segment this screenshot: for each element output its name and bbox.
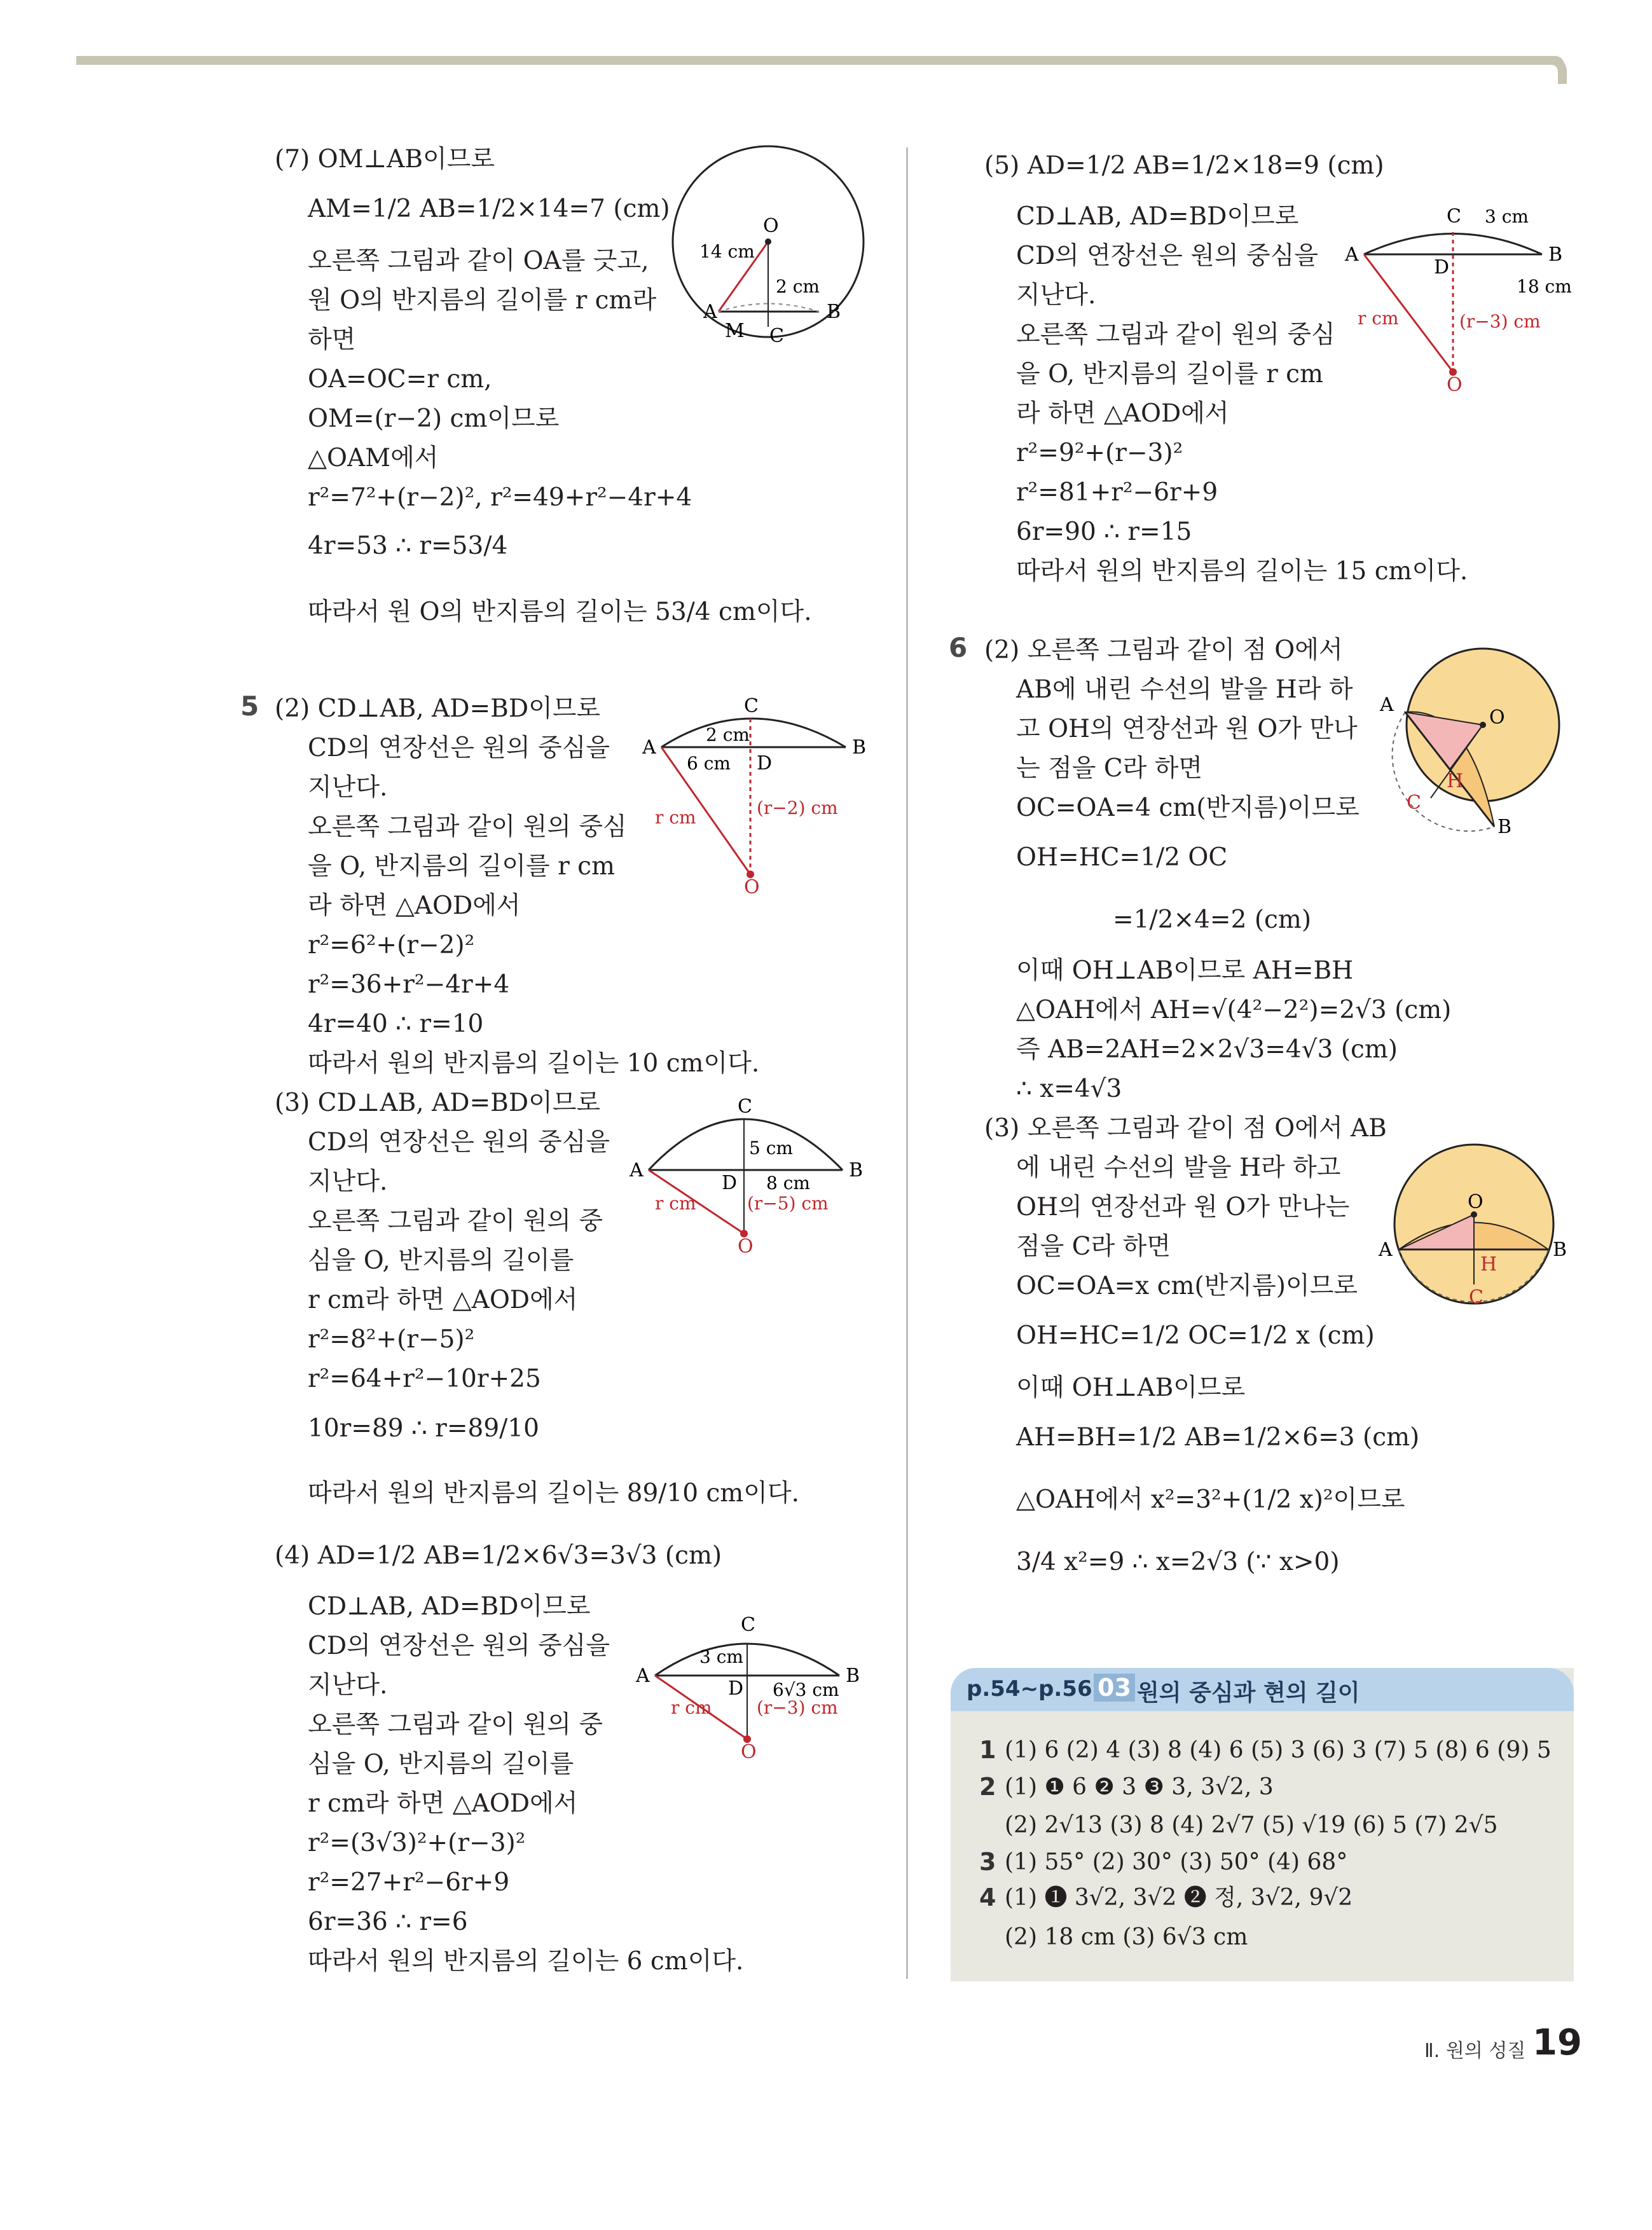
figure-circle-7	[674, 140, 865, 347]
label-H: H	[1480, 1253, 1497, 1276]
label-C: C	[738, 1096, 752, 1118]
text-line: 따라서 원의 반지름의 길이는 6 cm이다.	[308, 1947, 744, 1976]
label-A: A	[1345, 244, 1359, 266]
label-C: C	[744, 695, 759, 717]
text-line: r²=36+r²−4r+4	[308, 970, 510, 999]
footer-chapter-label: Ⅱ. 원의 성질	[1424, 2040, 1526, 2062]
text-line: CD의 연장선은 원의 중심을	[308, 1128, 610, 1157]
text-line: 따라서 원의 반지름의 길이는 89/10 cm이다.	[308, 1479, 800, 1508]
label-r-3cm: (r−3) cm	[757, 1697, 838, 1718]
text-line: OC=OA=4 cm(반지름)이므로	[1016, 794, 1359, 822]
text-line: r²=6²+(r−2)²	[308, 931, 475, 960]
label-A: A	[630, 1159, 644, 1181]
label-O: O	[1447, 374, 1463, 396]
text-line: 10r=89 ∴ r=89/10	[308, 1414, 539, 1443]
text-line: r²=64+r²−10r+25	[308, 1365, 541, 1393]
label-B: B	[849, 1159, 864, 1181]
text-line: (2) CD⊥AB, AD=BD이므로	[275, 694, 601, 723]
text-line: (2) 오른쪽 그림과 같이 점 O에서	[984, 636, 1343, 664]
text-line: 4r=40 ∴ r=10	[308, 1010, 484, 1038]
label-18cm: 18 cm	[1517, 276, 1572, 297]
label-6cm: 6 cm	[687, 753, 731, 774]
text-line: 따라서 원의 반지름의 길이는 15 cm이다.	[1016, 557, 1468, 586]
text-line: CD⊥AB, AD=BD이므로	[1016, 202, 1299, 231]
answer-row: (1) ❶ 6 ❷ 3 ❸ 3, 3√2, 3	[1005, 1774, 1274, 1800]
answer-number: 3	[979, 1848, 996, 1876]
text-line: 이때 OH⊥AB이므로 AH=BH	[1016, 956, 1354, 985]
label-O: O	[738, 1235, 754, 1258]
answer-page-range: p.54~p.56	[967, 1676, 1092, 1702]
label-O: O	[763, 215, 779, 237]
text-line: (3) 오른쪽 그림과 같이 점 O에서 AB	[984, 1114, 1387, 1143]
label-rcm: r cm	[1358, 308, 1399, 329]
text-line: 오른쪽 그림과 같이 원의 중심	[308, 813, 627, 841]
label-B: B	[852, 736, 867, 759]
text-line: r²=27+r²−6r+9	[308, 1868, 510, 1897]
figure-arc-5-5	[1345, 200, 1574, 396]
text-line: 원 O의 반지름의 길이를 r cm라	[308, 286, 657, 315]
label-O: O	[741, 1741, 757, 1763]
text-line: 4r=53 ∴ r=53/4	[308, 532, 508, 560]
text-line: AH=BH=1/2 AB=1/2×6=3 (cm)	[1016, 1423, 1420, 1452]
text-line: 지난다.	[308, 1167, 388, 1196]
label-M: M	[725, 320, 745, 342]
label-2cm: 2 cm	[776, 276, 820, 297]
text-line: OM=(r−2) cm이므로	[308, 404, 560, 433]
figure-fold-6-3	[1367, 1132, 1571, 1329]
text-line: OH=HC=1/2 OC=1/2 x (cm)	[1016, 1321, 1375, 1350]
figure-arc-5-2	[642, 695, 871, 898]
text-line: 지난다.	[308, 1671, 388, 1700]
text-line: OH=HC=1/2 OC	[1016, 843, 1228, 872]
figure-arc-5-4	[636, 1599, 871, 1765]
text-line: 점을 C라 하면	[1016, 1232, 1171, 1261]
text-line: 오른쪽 그림과 같이 원의 중	[308, 1207, 603, 1235]
text-line: △OAM에서	[308, 444, 439, 472]
text-line: 3/4 x²=9 ∴ x=2√3 (∵ x>0)	[1016, 1548, 1340, 1576]
text-line: 에 내린 수선의 발을 H라 하고	[1016, 1153, 1341, 1182]
text-line: 하면	[308, 326, 356, 354]
answer-row: (1) ❶ 3√2, 3√2 ❷ 정, 3√2, 9√2	[1005, 1885, 1353, 1911]
text-line: 고 OH의 연장선과 원 O가 만나	[1016, 715, 1358, 743]
text-line: r²=8²+(r−5)²	[308, 1325, 475, 1354]
top-decorative-bar	[76, 56, 1564, 65]
answer-row: (1) 6 (2) 4 (3) 8 (4) 6 (5) 3 (6) 3 (7) 5 (8) 6 (9) 5	[1005, 1737, 1552, 1763]
label-rcm: r cm	[655, 1193, 696, 1214]
answer-section-title: 원의 중심과 현의 길이	[1137, 1680, 1360, 1706]
label-B: B	[1497, 816, 1512, 838]
label-B: B	[1553, 1239, 1567, 1261]
column-divider	[906, 148, 908, 1979]
figure-arc-5-3	[630, 1094, 871, 1259]
page-number: 19	[1532, 2022, 1582, 2063]
text-line: OA=OC=r cm,	[308, 365, 492, 394]
text-line: △OAH에서 x²=3²+(1/2 x)²이므로	[1016, 1485, 1405, 1514]
text-line: r cm라 하면 △AOD에서	[308, 1286, 578, 1314]
text-line: r²=9²+(r−3)²	[1016, 439, 1183, 467]
answer-row: (1) 55° (2) 30° (3) 50° (4) 68°	[1005, 1849, 1348, 1875]
label-D: D	[757, 752, 773, 774]
label-8cm: 8 cm	[766, 1173, 810, 1194]
text-line: 지난다.	[308, 773, 388, 802]
label-O: O	[1468, 1191, 1483, 1213]
label-6root3cm: 6√3 cm	[773, 1679, 839, 1700]
text-line: CD의 연장선은 원의 중심을	[1016, 242, 1319, 270]
label-A: A	[1379, 1239, 1393, 1261]
answer-row: (2) 2√13 (3) 8 (4) 2√7 (5) √19 (6) 5 (7) 2√5	[1005, 1812, 1498, 1838]
text-line: (7) OM⊥AB이므로	[275, 145, 495, 174]
text-line: 지난다.	[1016, 281, 1096, 310]
answer-number: 2	[979, 1773, 996, 1801]
text-line: AM=1/2 AB=1/2×14=7 (cm)	[308, 195, 670, 223]
label-A: A	[642, 736, 656, 759]
label-r-2cm: (r−2) cm	[757, 797, 838, 818]
text-line: 을 O, 반지름의 길이를 r cm	[308, 852, 615, 881]
label-C: C	[741, 1614, 755, 1636]
label-C: C	[1447, 205, 1461, 228]
label-O: O	[744, 876, 760, 898]
text-line: △OAH에서 AH=√(4²−2²)=2√3 (cm)	[1016, 996, 1452, 1024]
answer-section-number: 03	[1094, 1674, 1135, 1702]
label-D: D	[1434, 256, 1450, 279]
text-line: 는 점을 C라 하면	[1016, 754, 1203, 783]
text-line: 을 O, 반지름의 길이를 r cm	[1016, 360, 1323, 389]
text-line: CD의 연장선은 원의 중심을	[308, 1632, 610, 1660]
top-bar-hook	[1552, 56, 1567, 84]
problem-number: 6	[949, 632, 968, 663]
label-C: C	[769, 325, 784, 347]
text-line: (5) AD=1/2 AB=1/2×18=9 (cm)	[984, 151, 1384, 180]
label-D: D	[728, 1677, 744, 1700]
text-line: r²=7²+(r−2)², r²=49+r²−4r+4	[308, 483, 692, 512]
text-line: 따라서 원의 반지름의 길이는 10 cm이다.	[308, 1049, 760, 1078]
text-line: (4) AD=1/2 AB=1/2×6√3=3√3 (cm)	[275, 1541, 722, 1570]
label-O: O	[1489, 706, 1505, 729]
text-line: 6r=36 ∴ r=6	[308, 1908, 468, 1936]
text-line: 따라서 원 O의 반지름의 길이는 53/4 cm이다.	[308, 598, 812, 626]
label-D: D	[722, 1172, 738, 1194]
label-C: C	[1469, 1286, 1483, 1309]
answer-row: (2) 18 cm (3) 6√3 cm	[1005, 1924, 1248, 1950]
label-3cm: 3 cm	[1485, 206, 1529, 227]
text-line: ∴ x=4√3	[1016, 1075, 1122, 1103]
label-r-3cm: (r−3) cm	[1459, 311, 1541, 332]
answer-number: 4	[979, 1883, 996, 1911]
text-line: CD⊥AB, AD=BD이므로	[308, 1592, 591, 1621]
label-3cm: 3 cm	[699, 1646, 743, 1667]
text-line: r²=(3√3)²+(r−3)²	[308, 1829, 526, 1857]
text-line: r cm라 하면 △AOD에서	[308, 1789, 578, 1818]
label-A: A	[636, 1665, 650, 1687]
text-line: r²=81+r²−6r+9	[1016, 478, 1218, 507]
text-line: 오른쪽 그림과 같이 OA를 긋고,	[308, 247, 649, 275]
label-rcm: r cm	[655, 807, 696, 828]
text-line: OH의 연장선과 원 O가 만나는	[1016, 1193, 1350, 1222]
text-line: CD의 연장선은 원의 중심을	[308, 734, 610, 762]
label-B: B	[1548, 244, 1563, 266]
text-line: 라 하면 △AOD에서	[1016, 399, 1229, 428]
text-line: =1/2×4=2 (cm)	[1113, 905, 1312, 934]
text-line: 오른쪽 그림과 같이 원의 중	[308, 1710, 603, 1739]
text-line: 라 하면 △AOD에서	[308, 891, 521, 920]
text-line: AB에 내린 수선의 발을 H라 하	[1016, 675, 1353, 704]
text-line: (3) CD⊥AB, AD=BD이므로	[275, 1089, 601, 1117]
label-14cm: 14 cm	[699, 241, 755, 262]
label-H: H	[1447, 770, 1464, 792]
label-r-5cm: (r−5) cm	[747, 1193, 829, 1214]
label-B: B	[846, 1665, 860, 1687]
label-A: A	[1380, 694, 1394, 716]
label-5cm: 5 cm	[749, 1138, 793, 1159]
label-B: B	[827, 301, 841, 323]
figure-fold-6-2	[1367, 642, 1571, 838]
label-2cm: 2 cm	[706, 724, 750, 745]
label-C: C	[1407, 792, 1421, 814]
text-line: 심을 O, 반지름의 길이를	[308, 1246, 574, 1275]
problem-number: 5	[240, 691, 259, 722]
answer-number: 1	[979, 1736, 996, 1764]
text-line: 6r=90 ∴ r=15	[1016, 518, 1192, 546]
label-rcm: r cm	[671, 1697, 712, 1718]
text-line: 즉 AB=2AH=2×2√3=4√3 (cm)	[1016, 1035, 1398, 1064]
text-line: 오른쪽 그림과 같이 원의 중심	[1016, 320, 1335, 349]
text-line: 심을 O, 반지름의 길이를	[308, 1750, 574, 1779]
label-A: A	[703, 301, 717, 323]
text-line: OC=OA=x cm(반지름)이므로	[1016, 1272, 1358, 1300]
text-line: 이때 OH⊥AB이므로	[1016, 1373, 1246, 1402]
